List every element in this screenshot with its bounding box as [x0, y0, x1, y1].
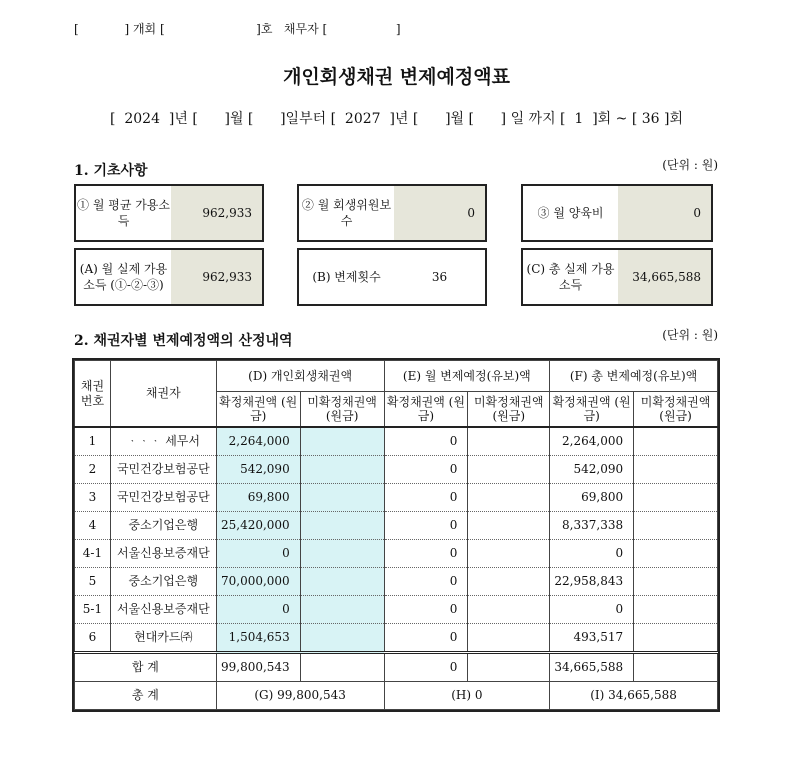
row-f-unconfirmed	[634, 568, 718, 596]
header-d-unconfirmed: 미확정채권액 (원금)	[300, 392, 384, 428]
payment-count-value: 36	[394, 250, 485, 304]
row-e-confirmed: 0	[384, 456, 468, 484]
case-info-line: [ ] 개회 [ ]호 채무자 [ ]	[74, 22, 401, 36]
row-e-confirmed: 0	[384, 568, 468, 596]
header-creditor-no: 채권 번호	[75, 361, 111, 428]
subtotal-row	[75, 653, 718, 682]
subtotal-f-unconfirmed	[634, 653, 718, 682]
row-e-unconfirmed	[468, 456, 550, 484]
row-e-unconfirmed	[468, 596, 550, 624]
row-f-confirmed: 542,090	[550, 456, 634, 484]
table-row	[75, 596, 718, 624]
row-e-confirmed: 0	[384, 596, 468, 624]
row-creditor: 중소기업은행	[110, 568, 216, 596]
row-creditor: 현대카드㈜	[110, 624, 216, 653]
section1-unit: (단위 : 원)	[662, 158, 718, 172]
total-income-label: (C) 총 실제 가용소득	[523, 250, 618, 304]
header-creditor: 채권자	[110, 361, 216, 428]
row-d-unconfirmed	[300, 427, 384, 456]
header-f-confirmed: 확정채권액 (원금)	[550, 392, 634, 428]
row-d-unconfirmed	[300, 568, 384, 596]
row-no: 1	[75, 427, 111, 456]
table-row	[75, 512, 718, 540]
row-no: 4-1	[75, 540, 111, 568]
row-d-confirmed: 0	[216, 540, 300, 568]
section1-heading: 1. 기초사항	[74, 163, 148, 179]
row-e-confirmed: 0	[384, 512, 468, 540]
row-f-unconfirmed	[634, 427, 718, 456]
row-creditor: 서울신용보증재단	[110, 596, 216, 624]
row-no: 5-1	[75, 596, 111, 624]
row-d-confirmed: 69,800	[216, 484, 300, 512]
row-f-unconfirmed	[634, 484, 718, 512]
payment-count-label: (B) 변제횟수	[299, 250, 394, 304]
table-row	[75, 427, 718, 456]
table-row	[75, 540, 718, 568]
total-label: 총 계	[75, 682, 217, 710]
row-d-confirmed: 70,000,000	[216, 568, 300, 596]
row-f-unconfirmed	[634, 624, 718, 653]
row-d-unconfirmed	[300, 512, 384, 540]
row-f-confirmed: 8,337,338	[550, 512, 634, 540]
subtotal-f: 34,665,588	[550, 653, 634, 682]
total-row	[75, 682, 718, 710]
row-e-unconfirmed	[468, 512, 550, 540]
row-no: 5	[75, 568, 111, 596]
header-f-unconfirmed: 미확정채권액 (원금)	[634, 392, 718, 428]
row-f-confirmed: 0	[550, 540, 634, 568]
row-creditor: 중소기업은행	[110, 512, 216, 540]
subtotal-d-unconfirmed	[300, 653, 384, 682]
row-no: 6	[75, 624, 111, 653]
support-label: ③ 월 양육비	[523, 186, 618, 240]
row-e-unconfirmed	[468, 568, 550, 596]
row-d-confirmed: 542,090	[216, 456, 300, 484]
section2-heading: 2. 채권자별 변제예정액의 산정내역	[74, 333, 293, 349]
actual-income-box	[74, 248, 264, 306]
total-income-value: 34,665,588	[618, 250, 711, 304]
header-d: (D) 개인회생채권액	[216, 361, 384, 392]
support-value: 0	[618, 186, 711, 240]
header-e: (E) 월 변제예정(유보)액	[384, 361, 550, 392]
row-d-confirmed: 0	[216, 596, 300, 624]
payment-period: [ 2024 ]년 [ ]월 [ ]일부터 [ 2027 ]년 [ ]월 [ ] 일 까지 [ 1 ]회 ~ [ 36 ]회	[110, 111, 683, 127]
avg-income-box	[74, 184, 264, 242]
header-f: (F) 총 변제예정(유보)액	[550, 361, 718, 392]
total-h: (H) 0	[384, 682, 550, 710]
row-d-unconfirmed	[300, 540, 384, 568]
row-f-unconfirmed	[634, 456, 718, 484]
row-d-confirmed: 1,504,653	[216, 624, 300, 653]
row-d-confirmed: 25,420,000	[216, 512, 300, 540]
row-d-unconfirmed	[300, 596, 384, 624]
subtotal-d: 99,800,543	[216, 653, 300, 682]
row-e-confirmed: 0	[384, 540, 468, 568]
total-i: (I) 34,665,588	[550, 682, 718, 710]
row-no: 4	[75, 512, 111, 540]
row-f-confirmed: 493,517	[550, 624, 634, 653]
section2-unit: (단위 : 원)	[662, 328, 718, 342]
row-d-unconfirmed	[300, 484, 384, 512]
row-e-unconfirmed	[468, 540, 550, 568]
table-row	[75, 624, 718, 653]
subtotal-e: 0	[384, 653, 468, 682]
creditor-payment-table	[74, 360, 718, 710]
total-g: (G) 99,800,543	[216, 682, 384, 710]
trustee-fee-label: ② 월 회생위원보수	[299, 186, 394, 240]
row-e-unconfirmed	[468, 624, 550, 653]
document-title: 개인회생채권 변제예정액표	[283, 66, 510, 88]
row-e-confirmed: 0	[384, 427, 468, 456]
row-no: 2	[75, 456, 111, 484]
row-no: 3	[75, 484, 111, 512]
row-e-confirmed: 0	[384, 484, 468, 512]
row-f-confirmed: 69,800	[550, 484, 634, 512]
row-f-confirmed: 2,264,000	[550, 427, 634, 456]
support-box	[521, 184, 713, 242]
row-creditor: 국민건강보험공단	[110, 484, 216, 512]
trustee-fee-value: 0	[394, 186, 485, 240]
row-f-confirmed: 0	[550, 596, 634, 624]
row-d-unconfirmed	[300, 624, 384, 653]
subtotal-label: 합 계	[75, 653, 217, 682]
row-e-unconfirmed	[468, 427, 550, 456]
row-f-unconfirmed	[634, 512, 718, 540]
trustee-fee-box	[297, 184, 487, 242]
header-e-unconfirmed: 미확정채권액 (원금)	[468, 392, 550, 428]
table-row	[75, 456, 718, 484]
header-d-confirmed: 확정채권액 (원금)	[216, 392, 300, 428]
avg-income-label: ① 월 평균 가용소득	[76, 186, 171, 240]
row-creditor: 서울신용보증재단	[110, 540, 216, 568]
row-d-unconfirmed	[300, 456, 384, 484]
table-row	[75, 484, 718, 512]
row-f-unconfirmed	[634, 596, 718, 624]
header-e-confirmed: 확정채권액 (원금)	[384, 392, 468, 428]
row-f-confirmed: 22,958,843	[550, 568, 634, 596]
subtotal-e-unconfirmed	[468, 653, 550, 682]
row-e-unconfirmed	[468, 484, 550, 512]
actual-income-label: (A) 월 실제 가용소득 (①-②-③)	[76, 250, 171, 304]
actual-income-value: 962,933	[171, 250, 262, 304]
payment-count-box	[297, 248, 487, 306]
table-row	[75, 568, 718, 596]
row-f-unconfirmed	[634, 540, 718, 568]
row-creditor: ᆞᆞᆞ 세무서	[110, 427, 216, 456]
avg-income-value: 962,933	[171, 186, 262, 240]
row-e-confirmed: 0	[384, 624, 468, 653]
row-creditor: 국민건강보험공단	[110, 456, 216, 484]
total-income-box	[521, 248, 713, 306]
row-d-confirmed: 2,264,000	[216, 427, 300, 456]
